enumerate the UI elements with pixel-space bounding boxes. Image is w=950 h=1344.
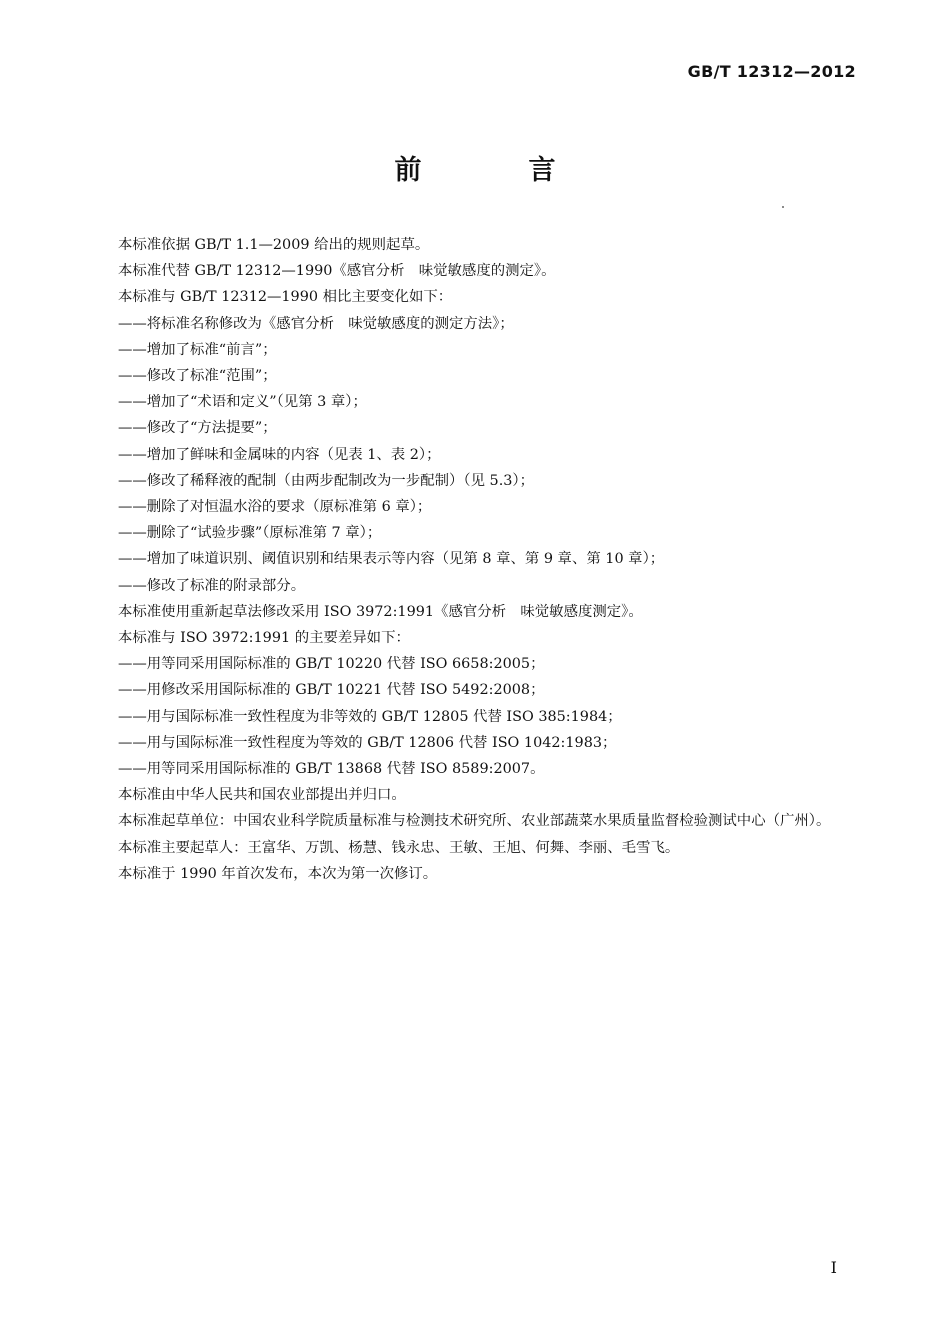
document-body — [85, 232, 865, 887]
paragraph: 本标准于 1990 年首次发布，本次为第一次修订。 — [118, 865, 438, 882]
paragraph: 本标准依据 GB/T 1.1—2009 给出的规则起草。 — [118, 237, 430, 253]
paragraph: 本标准代替 GB/T 12312—1990《感官分析 味觉敏感度的测定》。 — [118, 263, 556, 280]
list-item: ——修改了标准的附录部分。 — [118, 577, 306, 594]
list-item: ——增加了味道识别、阈值识别和结果表示等内容（见第 8 章、第 9 章、第 10 章）； — [118, 551, 665, 568]
scan-speck — [782, 206, 784, 208]
list-item: ——将标准名称修改为《感官分析 味觉敏感度的测定方法》； — [118, 315, 514, 332]
list-item: ——修改了标准“范围”； — [118, 368, 277, 385]
paragraph: 本标准由中华人民共和国农业部提出并归口。 — [118, 787, 406, 804]
list-item: ——用与国际标准一致性程度为等效的 GB/T 12806 代替 ISO 1042:1983； — [118, 734, 617, 751]
paragraph: 本标准与 GB/T 12312—1990 相比主要变化如下： — [118, 289, 453, 306]
paragraph: 本标准与 ISO 3972:1991 的主要差异如下： — [118, 630, 410, 647]
list-item: ——用与国际标准一致性程度为非等效的 GB/T 12805 代替 ISO 385:1984； — [118, 708, 622, 725]
paragraph: 本标准使用重新起草法修改采用 ISO 3972:1991《感官分析 味觉敏感度测定》。 — [118, 603, 643, 620]
list-item: ——增加了鲜味和金属味的内容（见表 1、表 2）； — [118, 446, 441, 463]
standard-code: GB/T 12312—2012 — [687, 62, 856, 81]
list-item: ——用等同采用国际标准的 GB/T 10220 代替 ISO 6658:2005； — [118, 656, 545, 673]
list-item: ——用等同采用国际标准的 GB/T 13868 代替 ISO 8589:2007。 — [118, 761, 545, 778]
list-item: ——用修改采用国际标准的 GB/T 10221 代替 ISO 5492:2008； — [118, 682, 545, 699]
list-item: ——修改了“方法提要”； — [118, 420, 277, 437]
paragraph: 本标准主要起草人：王富华、万凯、杨慧、钱永忠、王敏、王旭、何舞、李丽、毛雪飞。 — [118, 839, 680, 856]
list-item: ——增加了标准“前言”； — [118, 341, 277, 358]
list-item: ——删除了“试验步骤”（原标准第 7 章）； — [118, 525, 382, 542]
list-item: ——删除了对恒温水浴的要求（原标准第 6 章）； — [118, 499, 432, 516]
list-item: ——增加了“术语和定义”（见第 3 章）； — [118, 394, 367, 411]
paragraph: 本标准起草单位：中国农业科学院质量标准与检测技术研究所、农业部蔬菜水果质量监督检验测试中心（广州）。 — [118, 813, 831, 830]
page-number: I — [830, 1258, 837, 1277]
page-title: 前 言 — [394, 155, 596, 186]
list-item: ——修改了稀释液的配制（由两步配制改为一步配制）（见 5.3）； — [118, 472, 534, 489]
